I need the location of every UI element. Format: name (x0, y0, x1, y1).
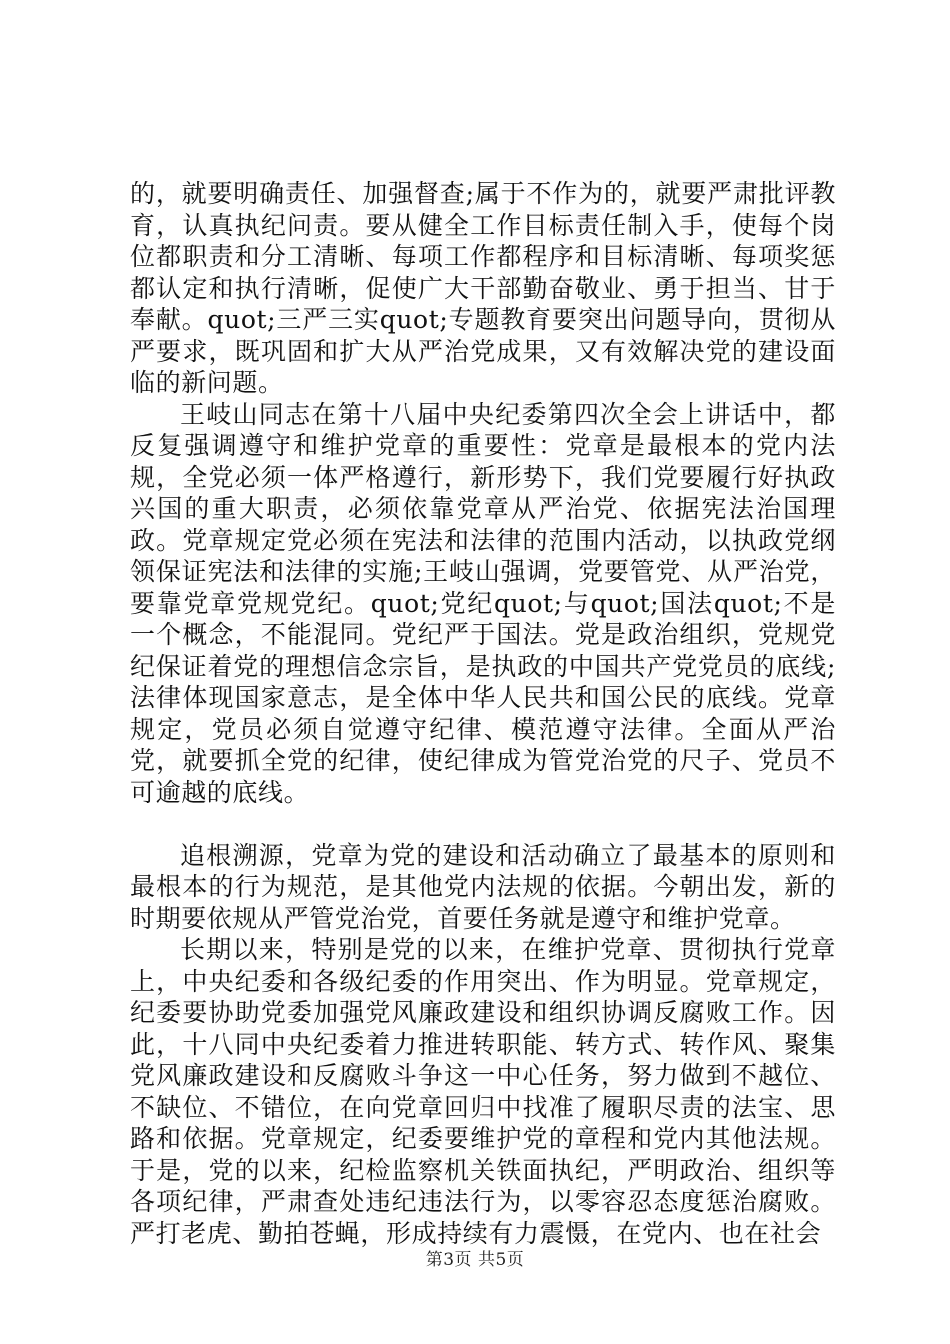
page-footer: 第3页 共5页 (425, 1250, 525, 1270)
paragraph-1: 的，就要明确责任、加强督查;属于不作为的，就要严肃批评教育，认真执纪问责。要从健全工作目标责任制入手，使每个岗位都职责和分工清晰、每项工作都程序和目标清晰、每项奖惩都认定和执行清晰，促使广大干部勤奋敬业、勇于担当、甘于奉献。quot;三严三实quot;专题教育要突出问题导向，贯彻从严要求，既巩固和扩大从严治党成果，又有效解决党的建设面临的新问题。 (130, 179, 836, 397)
paragraph-2: 王岐山同志在第十八届中央纪委第四次全会上讲话中，都反复强调遵守和维护党章的重要性：党章是最根本的党内法规，全党必须一体严格遵行，新形势下，我们党要履行好执政兴国的重大职责，必须依靠党章从严治党、依据宪法治国理政。党章规定党必须在宪法和法律的范围内活动，以执政党纲领保证宪法和法律的实施;王岐山强调，党要管党、从严治党，要靠党章党规党纪。quot;党纪quot;与quot;国法quot;不是一个概念，不能混同。党纪严于国法。党是政治组织，党规党纪保证着党的理想信念宗旨，是执政的中国共产党党员的底线;法律体现国家意志，是全体中华人民共和国公民的底线。党章规定，党员必须自觉遵守纪律、模范遵守法律。全面从严治党，就要抓全党的纪律，使纪律成为管党治党的尺子、党员不可逾越的底线。 (130, 399, 836, 807)
body-text (130, 178, 836, 1249)
paragraph-3: 追根溯源，党章为党的建设和活动确立了最基本的原则和最根本的行为规范，是其他党内法规的依据。今朝出发，新的时期要依规从严管党治党，首要任务就是遵守和维护党章。 (130, 840, 836, 933)
paragraph-4: 长期以来，特别是党的以来，在维护党章、贯彻执行党章上，中央纪委和各级纪委的作用突出、作为明显。党章规定，纪委要协助党委加强党风廉政建设和组织协调反腐败工作。因此，十八同中央纪委着力推进转职能、转方式、转作风、聚集党风廉政建设和反腐败斗争这一中心任务，努力做到不越位、不缺位、不错位，在向党章回归中找准了履职尽责的法宝、思路和依据。党章规定，纪委要维护党的章程和党内其他法规。于是，党的以来，纪检监察机关铁面执纪，严明政治、组织等各项纪律，严肃查处违纪违法行为，以零容忍态度惩治腐败。严打老虎、勤拍苍蝇，形成持续有力震慑，在党内、也在社会 (130, 935, 836, 1248)
